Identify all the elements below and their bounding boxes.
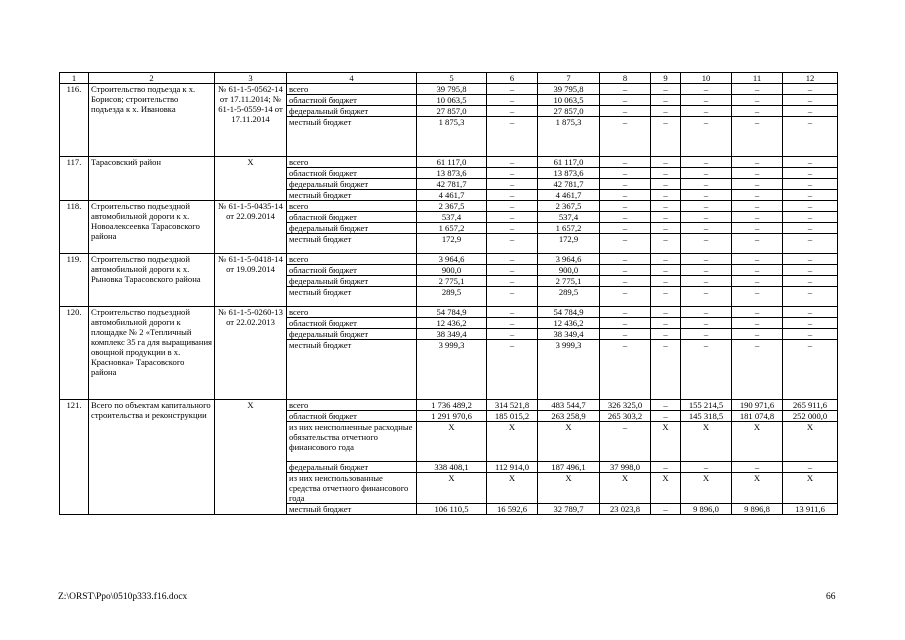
value-cell: – [732, 462, 783, 473]
value-cell: 145 318,5 [681, 411, 732, 422]
value-cell: 289,5 [417, 287, 487, 307]
header-cell: 5 [417, 73, 487, 84]
funding-source-cell: местный бюджет [287, 234, 417, 254]
funding-source-cell: местный бюджет [287, 190, 417, 201]
value-cell: X [651, 422, 681, 462]
value-cell: – [487, 340, 538, 400]
value-cell: – [651, 329, 681, 340]
value-cell: – [600, 212, 651, 223]
value-cell: 27 857,0 [417, 106, 487, 117]
header-cell: 7 [538, 73, 600, 84]
value-cell: X [681, 422, 732, 462]
value-cell: – [783, 168, 838, 179]
value-cell: 42 781,7 [417, 179, 487, 190]
value-cell: – [783, 95, 838, 106]
funding-source-cell: областной бюджет [287, 95, 417, 106]
value-cell: – [487, 223, 538, 234]
value-cell: – [732, 179, 783, 190]
value-cell: – [732, 84, 783, 95]
value-cell: – [651, 95, 681, 106]
value-cell: – [487, 276, 538, 287]
value-cell: – [681, 212, 732, 223]
document-ref-cell: X [215, 157, 287, 201]
header-cell: 8 [600, 73, 651, 84]
value-cell: – [681, 462, 732, 473]
value-cell: – [681, 287, 732, 307]
value-cell: – [681, 329, 732, 340]
object-name-cell: Строительство подъездной автомобильной дороги к площадке № 2 «Тепличный комплекс 35 га для выращивания овощной продукции в х. Красновка» Тарасовского района [89, 307, 215, 400]
value-cell: – [783, 462, 838, 473]
value-cell: – [487, 179, 538, 190]
value-cell: 265 911,6 [783, 400, 838, 411]
value-cell: – [487, 254, 538, 265]
value-cell: – [732, 95, 783, 106]
funding-source-cell: всего [287, 201, 417, 212]
value-cell: – [651, 179, 681, 190]
funding-source-cell: всего [287, 400, 417, 411]
document-ref-cell: № 61-1-5-0418-14 от 19.09.2014 [215, 254, 287, 307]
value-cell: – [651, 201, 681, 212]
funding-source-cell: федеральный бюджет [287, 329, 417, 340]
funding-source-cell: федеральный бюджет [287, 276, 417, 287]
value-cell: 155 214,5 [681, 400, 732, 411]
value-cell: – [681, 276, 732, 287]
value-cell: 54 784,9 [417, 307, 487, 318]
value-cell: – [651, 340, 681, 400]
document-ref-cell: № 61-1-5-0562-14 от 17.11.2014; № 61-1-5-0559-14 от 17.11.2014 [215, 84, 287, 157]
value-cell: X [732, 473, 783, 504]
value-cell: – [651, 254, 681, 265]
value-cell: – [651, 234, 681, 254]
funding-source-cell: всего [287, 254, 417, 265]
header-cell: 6 [487, 73, 538, 84]
value-cell: 172,9 [417, 234, 487, 254]
table-row [60, 201, 838, 212]
table-row [60, 84, 838, 95]
value-cell: – [600, 234, 651, 254]
value-cell: X [487, 422, 538, 462]
value-cell: – [681, 117, 732, 157]
value-cell: – [600, 201, 651, 212]
value-cell: – [487, 168, 538, 179]
value-cell: 338 408,1 [417, 462, 487, 473]
value-cell: – [487, 190, 538, 201]
value-cell: – [600, 179, 651, 190]
value-cell: X [538, 473, 600, 504]
value-cell: 537,4 [538, 212, 600, 223]
value-cell: – [487, 318, 538, 329]
value-cell: 1 736 489,2 [417, 400, 487, 411]
funding-source-cell: местный бюджет [287, 117, 417, 157]
value-cell: – [600, 422, 651, 462]
value-cell: 187 496,1 [538, 462, 600, 473]
value-cell: – [732, 329, 783, 340]
value-cell: 483 544,7 [538, 400, 600, 411]
value-cell: 10 063,5 [417, 95, 487, 106]
value-cell: 326 325,0 [600, 400, 651, 411]
value-cell: 61 117,0 [417, 157, 487, 168]
funding-source-cell: областной бюджет [287, 411, 417, 422]
row-number-cell: 120. [60, 307, 89, 400]
funding-source-cell: областной бюджет [287, 168, 417, 179]
value-cell: 12 436,2 [417, 318, 487, 329]
header-cell: 9 [651, 73, 681, 84]
value-cell: – [600, 168, 651, 179]
footer-file-path: Z:\ORST\Ppo\0510p333.f16.docx [58, 592, 188, 602]
funding-source-cell: всего [287, 157, 417, 168]
value-cell: – [487, 265, 538, 276]
value-cell: – [651, 106, 681, 117]
value-cell: – [732, 340, 783, 400]
value-cell: – [681, 190, 732, 201]
value-cell: – [651, 212, 681, 223]
value-cell: – [681, 168, 732, 179]
value-cell: 900,0 [417, 265, 487, 276]
value-cell: 23 023,8 [600, 504, 651, 515]
funding-source-cell: из них неиспользованные средства отчетного финансового года [287, 473, 417, 504]
header-cell: 2 [89, 73, 215, 84]
value-cell: 1 291 970,6 [417, 411, 487, 422]
value-cell: – [681, 265, 732, 276]
funding-source-cell: всего [287, 84, 417, 95]
value-cell: – [651, 117, 681, 157]
value-cell: 4 461,7 [538, 190, 600, 201]
value-cell: – [732, 223, 783, 234]
funding-source-cell: из них неисполненные расходные обязательства отчетного финансового года [287, 422, 417, 462]
funding-source-cell: федеральный бюджет [287, 106, 417, 117]
header-cell: 11 [732, 73, 783, 84]
value-cell: – [487, 201, 538, 212]
value-cell: 263 258,9 [538, 411, 600, 422]
value-cell: X [681, 473, 732, 504]
object-name-cell: Всего по объектам капитального строительства и реконструкции [89, 400, 215, 515]
table-row [60, 307, 838, 318]
value-cell: – [681, 157, 732, 168]
funding-source-cell: федеральный бюджет [287, 179, 417, 190]
value-cell: 12 436,2 [538, 318, 600, 329]
value-cell: – [487, 106, 538, 117]
value-cell: – [600, 329, 651, 340]
value-cell: – [783, 212, 838, 223]
header-cell: 12 [783, 73, 838, 84]
value-cell: – [681, 84, 732, 95]
object-name-cell: Тарасовский район [89, 157, 215, 201]
value-cell: 3 999,3 [538, 340, 600, 400]
funding-source-cell: федеральный бюджет [287, 223, 417, 234]
value-cell: – [783, 234, 838, 254]
header-cell: 4 [287, 73, 417, 84]
value-cell: – [651, 411, 681, 422]
page-number: 66 [826, 592, 836, 602]
value-cell: – [681, 340, 732, 400]
value-cell: – [732, 117, 783, 157]
value-cell: – [783, 190, 838, 201]
value-cell: 112 914,0 [487, 462, 538, 473]
value-cell: 16 592,6 [487, 504, 538, 515]
value-cell: 10 063,5 [538, 95, 600, 106]
value-cell: – [487, 234, 538, 254]
funding-source-cell: местный бюджет [287, 287, 417, 307]
value-cell: – [600, 157, 651, 168]
value-cell: 13 873,6 [417, 168, 487, 179]
value-cell: 2 367,5 [538, 201, 600, 212]
value-cell: 2 775,1 [417, 276, 487, 287]
header-cell: 10 [681, 73, 732, 84]
table-row [60, 254, 838, 265]
value-cell: – [651, 462, 681, 473]
value-cell: 172,9 [538, 234, 600, 254]
value-cell: 1 875,3 [417, 117, 487, 157]
row-number-cell: 117. [60, 157, 89, 201]
value-cell: – [783, 287, 838, 307]
value-cell: – [783, 265, 838, 276]
value-cell: X [417, 473, 487, 504]
value-cell: – [651, 318, 681, 329]
value-cell: – [783, 201, 838, 212]
value-cell: – [732, 234, 783, 254]
value-cell: – [681, 223, 732, 234]
value-cell: 39 795,8 [538, 84, 600, 95]
value-cell: 181 074,8 [732, 411, 783, 422]
value-cell: 1 657,2 [538, 223, 600, 234]
value-cell: – [681, 179, 732, 190]
value-cell: – [681, 254, 732, 265]
value-cell: – [487, 84, 538, 95]
value-cell: – [783, 117, 838, 157]
value-cell: – [600, 287, 651, 307]
value-cell: 4 461,7 [417, 190, 487, 201]
value-cell: – [651, 276, 681, 287]
value-cell: – [651, 84, 681, 95]
value-cell: 2 367,5 [417, 201, 487, 212]
value-cell: – [732, 106, 783, 117]
value-cell: 32 789,7 [538, 504, 600, 515]
value-cell: – [600, 307, 651, 318]
value-cell: 39 795,8 [417, 84, 487, 95]
value-cell: X [600, 473, 651, 504]
funding-source-cell: федеральный бюджет [287, 462, 417, 473]
row-number-cell: 121. [60, 400, 89, 515]
value-cell: – [783, 318, 838, 329]
value-cell: – [600, 106, 651, 117]
value-cell: – [600, 84, 651, 95]
value-cell: 3 999,3 [417, 340, 487, 400]
value-cell: – [732, 254, 783, 265]
row-number-cell: 119. [60, 254, 89, 307]
value-cell: 314 521,8 [487, 400, 538, 411]
value-cell: 9 896,8 [732, 504, 783, 515]
value-cell: – [487, 307, 538, 318]
value-cell: 38 349,4 [538, 329, 600, 340]
value-cell: X [651, 473, 681, 504]
object-name-cell: Строительство подъезда к х. Борисов; строительство подъезда к х. Ивановка [89, 84, 215, 157]
funding-source-cell: областной бюджет [287, 265, 417, 276]
object-name-cell: Строительство подъездной автомобильной дороги к х. Новоалексеевка Тарасовского района [89, 201, 215, 254]
value-cell: 9 896,0 [681, 504, 732, 515]
value-cell: X [732, 422, 783, 462]
value-cell: – [600, 318, 651, 329]
value-cell: – [600, 340, 651, 400]
value-cell: X [487, 473, 538, 504]
value-cell: – [783, 179, 838, 190]
value-cell: X [783, 422, 838, 462]
value-cell: – [783, 276, 838, 287]
document-ref-cell: № 61-1-5-0260-13 от 22.02.2013 [215, 307, 287, 400]
value-cell: 38 349,4 [417, 329, 487, 340]
value-cell: – [651, 504, 681, 515]
value-cell: – [600, 117, 651, 157]
value-cell: 3 964,6 [538, 254, 600, 265]
value-cell: – [681, 307, 732, 318]
value-cell: – [732, 318, 783, 329]
value-cell: 13 873,6 [538, 168, 600, 179]
value-cell: – [783, 329, 838, 340]
value-cell: – [651, 168, 681, 179]
value-cell: – [681, 95, 732, 106]
value-cell: – [600, 223, 651, 234]
value-cell: 537,4 [417, 212, 487, 223]
value-cell: – [732, 190, 783, 201]
value-cell: – [783, 106, 838, 117]
value-cell: – [651, 190, 681, 201]
document-ref-cell: № 61-1-5-0435-14 от 22.09.2014 [215, 201, 287, 254]
value-cell: – [600, 95, 651, 106]
row-number-cell: 118. [60, 201, 89, 254]
value-cell: – [783, 307, 838, 318]
value-cell: – [600, 276, 651, 287]
value-cell: 37 998,0 [600, 462, 651, 473]
value-cell: – [732, 276, 783, 287]
value-cell: – [600, 265, 651, 276]
table-row [60, 400, 838, 411]
funding-source-cell: местный бюджет [287, 340, 417, 400]
value-cell: 42 781,7 [538, 179, 600, 190]
funding-source-cell: всего [287, 307, 417, 318]
value-cell: – [600, 190, 651, 201]
value-cell: 1 657,2 [417, 223, 487, 234]
value-cell: 265 303,2 [600, 411, 651, 422]
value-cell: X [783, 473, 838, 504]
value-cell: – [783, 254, 838, 265]
value-cell: – [732, 287, 783, 307]
value-cell: – [487, 212, 538, 223]
value-cell: 61 117,0 [538, 157, 600, 168]
header-row [60, 73, 838, 84]
value-cell: – [783, 340, 838, 400]
value-cell: – [651, 157, 681, 168]
value-cell: 3 964,6 [417, 254, 487, 265]
budget-table [59, 72, 838, 515]
value-cell: – [732, 307, 783, 318]
header-cell: 3 [215, 73, 287, 84]
row-number-cell: 116. [60, 84, 89, 157]
value-cell: 185 015,2 [487, 411, 538, 422]
value-cell: 13 911,6 [783, 504, 838, 515]
table-row [60, 157, 838, 168]
value-cell: 2 775,1 [538, 276, 600, 287]
value-cell: – [783, 223, 838, 234]
value-cell: – [681, 201, 732, 212]
value-cell: 54 784,9 [538, 307, 600, 318]
value-cell: X [417, 422, 487, 462]
value-cell: – [732, 265, 783, 276]
value-cell: 252 000,0 [783, 411, 838, 422]
header-cell: 1 [60, 73, 89, 84]
value-cell: – [681, 318, 732, 329]
value-cell: – [651, 223, 681, 234]
value-cell: – [783, 157, 838, 168]
value-cell: – [681, 234, 732, 254]
value-cell: – [487, 287, 538, 307]
value-cell: – [783, 84, 838, 95]
value-cell: – [651, 265, 681, 276]
value-cell: – [732, 201, 783, 212]
funding-source-cell: областной бюджет [287, 318, 417, 329]
value-cell: – [681, 106, 732, 117]
value-cell: – [651, 287, 681, 307]
object-name-cell: Строительство подъездной автомобильной дороги к х. Рыновка Тарасовского района [89, 254, 215, 307]
document-ref-cell: X [215, 400, 287, 515]
value-cell: – [732, 212, 783, 223]
value-cell: 27 857,0 [538, 106, 600, 117]
value-cell: – [487, 157, 538, 168]
value-cell: – [732, 168, 783, 179]
value-cell: 900,0 [538, 265, 600, 276]
value-cell: – [651, 307, 681, 318]
value-cell: – [600, 254, 651, 265]
value-cell: 190 971,6 [732, 400, 783, 411]
value-cell: – [487, 117, 538, 157]
funding-source-cell: местный бюджет [287, 504, 417, 515]
value-cell: – [487, 329, 538, 340]
value-cell: – [732, 157, 783, 168]
value-cell: – [487, 95, 538, 106]
value-cell: – [651, 400, 681, 411]
value-cell: X [538, 422, 600, 462]
value-cell: 1 875,3 [538, 117, 600, 157]
funding-source-cell: областной бюджет [287, 212, 417, 223]
value-cell: 289,5 [538, 287, 600, 307]
value-cell: 106 110,5 [417, 504, 487, 515]
